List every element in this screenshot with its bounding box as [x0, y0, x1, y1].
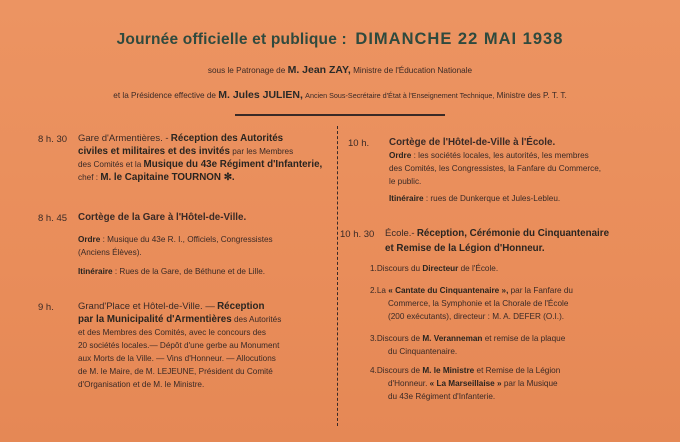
header-rule: [235, 114, 445, 116]
list-item: 4.Discours de M. le Ministre et Remise de la Légion d'Honneur. « La Marseillaise » par la Musique du 43e Régiment d'Infanterie.: [370, 366, 561, 401]
event-cortege-ecole: Cortège de l'Hôtel-de-Ville à l'École. Ordre : les sociétés locales, les autorités, les membres des Comités, les Congressistes, la Fanfare du Commerce, le public. Itinéraire : rues de Dunkerque et Jules-Lebleu.: [389, 137, 602, 203]
event-grand-place: Grand'Place et Hôtel-de-Ville. — Réception par la Municipalité d'Armentières des Autorités et des Membres des Comités, avec le concours des 20 sociétés locales.— Dépôt d'une gerbe au Monument aux Morts de la Ville. — Vins d'Honneur. — Allocutions de M. le Maire, de M. LEJEUNE, Président du Comité d'Organisation et de M. le Ministre.: [78, 301, 282, 389]
patronage-line: sous le Patronage de M. Jean ZAY, Ministre de l'Éducation Nationale: [207, 64, 473, 76]
event-time: 8 h. 30: [38, 134, 68, 145]
event-time: 10 h. 30: [340, 229, 375, 240]
event-gare: Gare d'Armentières. - Réception des Autorités civiles et militaires et des invités par les Membres des Comités et la Musique du 43e Régiment d'Infanterie, chef : M. le Capitaine TOURNON ✻.: [78, 133, 323, 183]
presidence-name: M. Jules JULIEN,: [218, 89, 303, 101]
event-time: 9 h.: [38, 302, 54, 313]
list-item: 3.Discours de M. Veranneman et remise de la plaque du Cinquantenaire.: [370, 334, 566, 356]
event-ecole: École.- Réception, Cérémonie du Cinquantenaire et Remise de la Légion d'Honneur.: [385, 228, 610, 254]
event-time: 8 h. 45: [38, 213, 68, 224]
event-time: 10 h.: [348, 138, 370, 149]
event-cortege-gare: Cortège de la Gare à l'Hôtel-de-Ville. Ordre : Musique du 43e R. I., Officiels, Congressistes (Anciens Élèves). Itinéraire : Rues de la Gare, de Béthune et de Lille.: [78, 212, 273, 276]
title-date: DIMANCHE 22 MAI 1938: [355, 30, 564, 48]
patronage-name: M. Jean ZAY,: [287, 64, 351, 76]
list-item: 1.Discours du Directeur de l'École.: [370, 264, 499, 273]
list-item: 2.La « Cantate du Cinquantenaire », par la Fanfare du Commerce, la Symphonie et la Chorale de l'École (200 exécutants), directeur : M. A. DEFER (O.I.).: [370, 286, 573, 321]
title-lead: Journée officielle et publique :: [116, 31, 347, 48]
page-title: [0, 30, 680, 49]
presidence-line: et la Présidence effective de M. Jules JULIEN, Ancien Sous-Secrétaire d'État à l'Enseignement Technique, Ministre des P. T. T.: [113, 89, 567, 101]
